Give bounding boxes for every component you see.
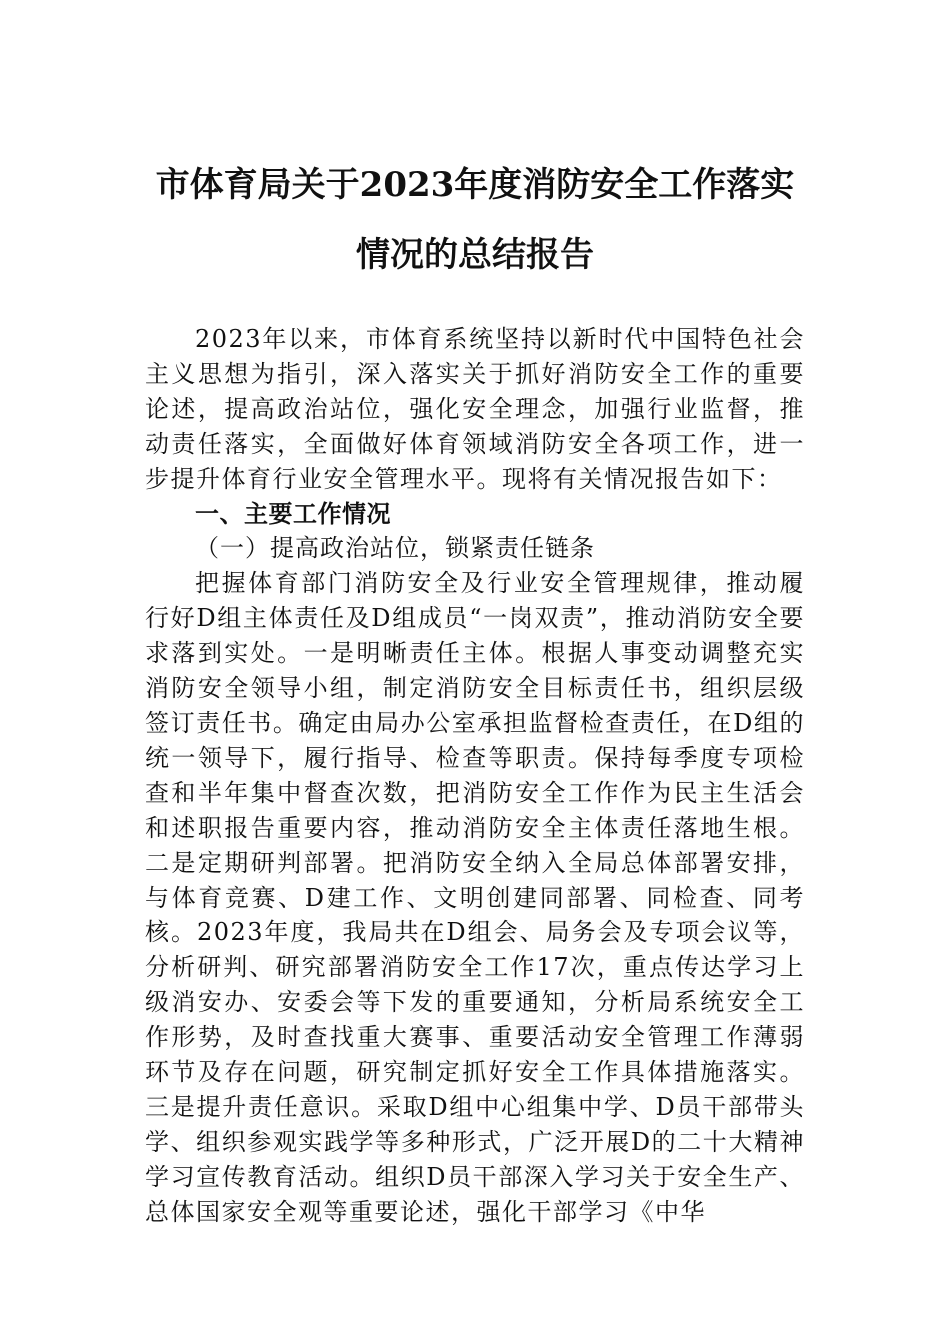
document-body bbox=[145, 322, 805, 1230]
intro-paragraph: 2023年以来，市体育系统坚持以新时代中国特色社会主义思想为指引，深入落实关于抓好消防安全工作的重要论述，提高政治站位，强化安全理念，加强行业监督，推动责任落实，全面做好体育领域消防安全各项工作，进一步提升体育行业安全管理水平。现将有关情况报告如下： bbox=[145, 325, 805, 493]
document-title: 市体育局关于2023年度消防安全工作落实情况的总结报告 bbox=[155, 165, 795, 275]
body-paragraph: 把握体育部门消防安全及行业安全管理规律，推动履行好D组主体责任及D组成员“一岗双责”，推动消防安全要求落到实处。一是明晰责任主体。根据人事变动调整充实消防安全领导小组，制定消防安全目标责任书，组织层级签订责任书。确定由局办公室承担监督检查责任，在D组的统一领导下，履行指导、检查等职责。保持每季度专项检查和半年集中督查次数，把消防安全工作作为民主生活会和述职报告重要内容，推动消防安全主体责任落地生根。二是定期研判部署。把消防安全纳入全局总体部署安排，与体育竞赛、D建工作、文明创建同部署、同检查、同考核。2023年度，我局共在D组会、局务会及专项会议等，分析研判、研究部署消防安全工作17次，重点传达学习上级消安办、安委会等下发的重要通知，分析局系统安全工作形势，及时查找重大赛事、重要活动安全管理工作薄弱环节及存在问题，研究制定抓好安全工作具体措施落实。三是提升责任意识。采取D组中心组集中学、D员干部带头学、组织参观实践学等多种形式，广泛开展D的二十大精神学习宣传教育活动。组织D员干部深入学习关于安全生产、总体国家安全观等重要论述，强化干部学习《中华 bbox=[145, 569, 805, 1226]
section-heading: 一、主要工作情况 bbox=[195, 499, 391, 528]
subsection-heading: （一）提高政治站位，锁紧责任链条 bbox=[195, 534, 595, 563]
